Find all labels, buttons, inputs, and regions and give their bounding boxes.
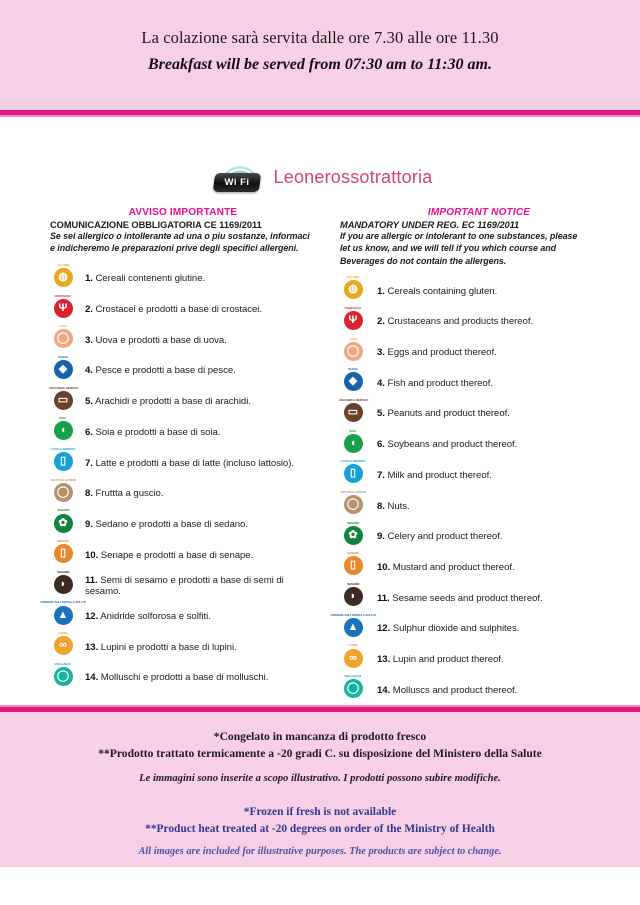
crustaceans-icon (340, 307, 366, 337)
eggs-icon (340, 338, 366, 368)
allergen-text (76, 519, 248, 530)
fish-icon (50, 356, 76, 386)
allergen-icon-glyph: ◆ (348, 375, 358, 388)
allergen-row (50, 294, 316, 325)
allergen-icon-glyph: ▯ (349, 467, 357, 480)
allergen-label: Fish and product thereof. (384, 377, 493, 389)
allergen-icon-badge (54, 360, 73, 379)
allergen-icon-badge (344, 587, 363, 606)
allergen-label: Milk and product thereof. (384, 469, 492, 481)
allergen-icon-badge (54, 606, 73, 625)
allergen-icon-glyph: ◯ (346, 682, 360, 695)
allergen-number: 14. (377, 684, 391, 696)
allergen-label: Soybeans and product thereof. (384, 439, 518, 451)
allergen-columns (0, 207, 640, 705)
molluscs-icon (50, 663, 76, 693)
allergen-icon-badge (344, 679, 363, 698)
allergen-row (340, 429, 618, 460)
gluten-icon (50, 264, 76, 294)
soy-icon (340, 430, 366, 460)
milk-icon (50, 448, 76, 478)
allergen-label: Latte e prodotti a base di latte (incluso lattosio). (92, 457, 294, 469)
allergen-row (50, 325, 316, 356)
allergen-icon-caption: SEDANO (346, 520, 359, 525)
peanuts-icon (340, 399, 366, 429)
footer-en-line2: **Product heat treated at -20 degrees on order of the Ministry of Health (145, 822, 495, 835)
allergen-row (50, 448, 316, 479)
allergen-label: Soia e prodotti a base di soia. (92, 426, 221, 438)
allergen-row (340, 583, 618, 614)
celery-icon (50, 509, 76, 539)
allergen-row (340, 368, 618, 399)
allergen-row (50, 264, 316, 295)
allergen-list-english (330, 275, 618, 706)
sulphur-icon (330, 612, 376, 644)
lupin-icon (340, 644, 366, 674)
breakfast-banner (0, 0, 640, 110)
allergen-label: Lupini e prodotti a base di lupini. (98, 641, 237, 653)
allergen-icon-badge (344, 342, 363, 361)
allergen-icon-glyph: ◗ (59, 577, 67, 590)
allergen-number: 1. (377, 285, 385, 297)
allergen-label: Mustard and product thereof. (390, 561, 515, 573)
allergen-text (366, 654, 504, 665)
footer-en-line1: *Frozen if fresh is not available (243, 806, 397, 819)
allergen-label: Pesce e prodotti a base di pesce. (92, 365, 236, 377)
allergen-number: 6. (377, 439, 385, 451)
sulphur-icon (40, 600, 86, 631)
eggs-icon (50, 325, 76, 355)
allergen-icon-badge (344, 280, 363, 299)
allergen-icon-caption: SENAPE (57, 539, 69, 544)
peanuts-icon (50, 387, 76, 417)
allergen-number: 9. (85, 518, 93, 530)
allergen-text (76, 273, 205, 284)
allergen-icon-caption: UOVA (349, 336, 357, 341)
allergen-row (340, 276, 618, 307)
allergen-row (340, 460, 618, 491)
allergen-icon-glyph: ▭ (57, 393, 69, 406)
allergen-icon-badge (344, 495, 363, 514)
allergen-text (366, 593, 543, 604)
allergen-number: 13. (85, 641, 99, 653)
allergen-row (40, 600, 316, 632)
allergen-text (366, 378, 493, 389)
allergen-icon-caption: LATTE E DERIVATI (340, 459, 366, 464)
allergen-text (366, 685, 517, 696)
allergen-number: 14. (85, 672, 99, 684)
allergen-number: 10. (85, 549, 99, 561)
notice-body-it-line2: e indicheremo le preparazioni prive degli specifici allergeni. (50, 243, 299, 254)
allergen-text (366, 347, 497, 358)
allergen-text (76, 642, 237, 653)
allergen-row (340, 337, 618, 368)
allergen-label: Cereali contenenti glutine. (92, 273, 206, 285)
footer-it-line2: **Prodotto trattato termicamente a -20 gradi C. su disposizione del Ministero della Salute (98, 747, 542, 761)
allergen-text (76, 672, 268, 683)
nuts-icon (50, 479, 76, 509)
fish-icon (340, 368, 366, 398)
allergen-icon-caption: MOLLUSCHI (344, 674, 362, 679)
notice-title-italian: AVVISO IMPORTANTE (128, 207, 238, 218)
allergen-row (50, 570, 316, 601)
allergen-icon-glyph: ∞ (59, 639, 67, 652)
allergen-icon-glyph: ◯ (346, 498, 360, 511)
celery-icon (340, 522, 366, 552)
footer-en-note: All images are included for illustrative purposes. The products are subject to change. (138, 846, 502, 858)
allergen-icon-glyph: ◍ (58, 271, 68, 283)
allergen-icon-glyph: ◯ (346, 344, 360, 357)
allergen-number: 6. (85, 426, 93, 438)
allergen-number: 12. (85, 610, 99, 622)
allergen-number: 2. (377, 316, 385, 328)
gluten-icon (340, 276, 366, 306)
allergen-icon-badge (54, 544, 73, 563)
notice-body-it-line1: Se sei allergico o intollerante ad una o piu sostanze, informaci (50, 231, 310, 241)
allergen-icon-badge (54, 575, 73, 594)
allergen-icon-caption: SOIA (59, 416, 67, 421)
allergen-row (340, 644, 618, 675)
notice-subtitle-italian: COMUNICAZIONE OBBLIGATORIA CE 1169/2011 (50, 220, 262, 230)
brand-name: Leonerossotrattoria (273, 166, 433, 187)
allergen-icon-glyph: ▲ (347, 620, 359, 633)
soy-icon (50, 417, 76, 447)
allergen-icon-glyph: ✿ (58, 516, 68, 529)
allergen-icon-caption: CROSTACEI (54, 293, 72, 298)
allergen-row (50, 356, 316, 387)
footer-it-note: Le immagini sono inserite a scopo illustrativo. I prodotti possono subire modifiche. (139, 773, 501, 785)
allergen-icon-badge (344, 464, 363, 483)
allergen-icon-badge (344, 311, 363, 330)
allergen-icon-caption: PESCE (348, 367, 358, 372)
allergen-icon-glyph: ✿ (348, 528, 358, 541)
allergen-label: Sesame seeds and product thereof. (389, 592, 543, 604)
allergen-row (50, 417, 316, 448)
allergen-icon-caption: SESAMO (346, 582, 360, 586)
allergen-row (50, 386, 316, 417)
allergen-label: Senape e prodotti a base di senape. (98, 549, 254, 561)
allergen-number: 2. (85, 304, 93, 316)
allergen-icon-caption: ANIDRIDE SOLFOROSA E SOLFITI (330, 612, 376, 617)
allergen-icon-glyph: ◗ (349, 590, 357, 603)
notice-subtitle-english: MANDATORY UNDER REG. EC 1169/2011 (340, 220, 520, 230)
allergen-text (366, 562, 515, 573)
allergen-number: 4. (377, 377, 385, 389)
footer-banner (0, 712, 640, 867)
breakfast-hours-english: Breakfast will be served from 07:30 am to 11:30 am. (148, 56, 492, 74)
allergen-number: 8. (85, 488, 93, 500)
allergen-icon-caption: SENAPE (347, 551, 359, 556)
allergen-icon-caption: ARACHIDI E DERIVATI (48, 385, 78, 390)
allergen-icon-caption: ANIDRIDE SOLFOROSA E SOLFITI (40, 600, 86, 605)
allergen-label: Molluscs and product thereof. (390, 684, 518, 696)
allergen-row (340, 675, 618, 706)
allergen-number: 11. (377, 592, 390, 604)
allergen-icon-badge (344, 526, 363, 545)
allergen-icon-caption: ARACHIDI E DERIVATI (338, 398, 368, 402)
allergen-label: Fruttta a guscio. (92, 488, 164, 500)
allergen-row (50, 663, 316, 694)
allergen-label: Sedano e prodotti a base di sedano. (92, 518, 248, 530)
allergen-icon-badge (54, 514, 73, 533)
allergen-number: 1. (85, 273, 93, 285)
allergen-icon-caption: FRUTTA A GUSCIO (340, 490, 366, 494)
allergen-icon-badge (54, 268, 73, 287)
lupin-icon (50, 632, 76, 662)
allergen-text (366, 501, 410, 512)
allergen-text (366, 531, 502, 542)
allergen-text (366, 286, 497, 297)
allergen-icon-caption: LATTE E DERIVATI (50, 447, 76, 451)
allergen-icon-glyph: ◖ (59, 424, 67, 437)
allergen-row (50, 632, 316, 663)
allergen-label: Crustaceans and products thereof. (384, 316, 534, 328)
allergen-icon-glyph: ▯ (59, 455, 67, 468)
allergen-icon-glyph: Ψ (58, 301, 68, 314)
allergen-icon-badge (54, 329, 73, 348)
allergen-label: Eggs and product thereof. (384, 347, 497, 359)
allergen-icon-caption: LUPINI (348, 643, 358, 648)
allergen-icon-glyph: ◍ (348, 283, 358, 296)
allergen-icon-badge (344, 649, 363, 668)
allergen-icon-caption: SEDANO (56, 508, 69, 513)
wifi-label: Wi Fi (223, 177, 250, 188)
allergen-icon-badge (54, 421, 73, 440)
footer-it-line1: *Congelato in mancanza di prodotto fresco (213, 730, 427, 744)
allergen-icon-badge (344, 556, 363, 575)
column-italian (14, 207, 320, 705)
allergen-text (366, 439, 517, 450)
allergen-icon-glyph: ◯ (56, 332, 70, 345)
notice-title-english: IMPORTANT NOTICE (427, 207, 531, 218)
allergen-icon-badge (54, 452, 73, 471)
allergen-icon-badge (344, 618, 363, 637)
allergen-icon-glyph: ◆ (58, 363, 68, 376)
allergen-row (330, 612, 618, 644)
allergen-icon-badge (54, 483, 73, 502)
allergen-icon-glyph: ▲ (57, 608, 69, 621)
allergen-row (340, 307, 618, 338)
allergen-number: 4. (85, 365, 93, 377)
allergen-list-italian (40, 263, 316, 694)
allergen-row (340, 399, 618, 430)
allergen-text (76, 550, 253, 561)
allergen-text (76, 335, 227, 346)
allergen-text (76, 427, 220, 438)
allergen-row (50, 478, 316, 509)
allergen-icon-caption: GLUTINE (346, 275, 360, 280)
allergen-icon-caption: CROSTACEI (344, 306, 362, 310)
allergen-text (76, 396, 251, 407)
allergen-label: Lupin and product thereof. (390, 653, 504, 665)
allergen-icon-glyph: ◯ (56, 485, 70, 498)
allergen-number: 5. (377, 408, 385, 420)
mustard-icon (340, 552, 366, 582)
allergen-icon-caption: SESAMO (56, 569, 70, 574)
crustaceans-icon (50, 295, 76, 325)
mustard-icon (50, 540, 76, 570)
column-english (320, 207, 626, 705)
allergen-icon-caption: UOVA (59, 324, 67, 329)
wifi-icon (208, 159, 264, 195)
allergen-icon-glyph: ▯ (349, 559, 357, 572)
allergen-icon-badge (344, 372, 363, 391)
allergen-text (366, 623, 519, 634)
sesame-icon (340, 583, 366, 613)
allergen-icon-badge (344, 434, 363, 453)
allergen-text (76, 611, 211, 622)
allergen-row (50, 509, 316, 540)
allergen-label: Cereals containing gluten. (384, 285, 498, 297)
allergen-icon-badge (54, 636, 73, 655)
allergen-text (76, 304, 262, 315)
allergen-label: Peanuts and product thereof. (384, 408, 510, 420)
allergen-label: Uova e prodotti a base di uova. (92, 334, 227, 346)
notice-body-en-line1: If you are allergic or intolerant to one substances, please (340, 231, 578, 241)
allergen-text (76, 365, 236, 376)
allergen-number: 11. (85, 574, 98, 586)
notice-body-en-line3: Beverages do not contain the allergens. (340, 255, 507, 266)
allergen-label: Arachidi e prodotti a base di arachidi. (92, 396, 251, 408)
allergen-text (76, 575, 316, 597)
allergen-number: 10. (377, 561, 391, 573)
allergen-label: Crostacei e prodotti a base di crostacei. (92, 304, 262, 316)
allergen-icon-glyph: Ψ (348, 313, 358, 326)
allergen-icon-glyph: ∞ (349, 651, 357, 664)
milk-icon (340, 460, 366, 490)
allergen-label: Anidride solforosa e solfiti. (98, 610, 211, 622)
allergen-text (76, 458, 294, 469)
allergen-label: Semi di sesamo e prodotti a base di semi di sesamo. (85, 574, 284, 597)
allergen-icon-badge (344, 403, 363, 422)
nuts-icon (340, 491, 366, 521)
allergen-icon-badge (54, 299, 73, 318)
allergen-text (76, 488, 163, 499)
allergen-label: Molluschi e prodotti a base di molluschi. (98, 672, 269, 684)
allergen-label: Celery and product thereof. (384, 531, 503, 543)
allergen-label: Sulphur dioxide and sulphites. (390, 623, 520, 635)
allergen-text (366, 470, 492, 481)
allergen-number: 3. (377, 347, 385, 359)
allergen-text (366, 408, 510, 419)
allergen-row (340, 491, 618, 522)
allergen-icon-badge (54, 667, 73, 686)
allergen-icon-badge (54, 391, 73, 410)
allergen-number: 7. (85, 457, 93, 469)
allergen-text (366, 316, 533, 327)
notice-body-en-line2: let us know, and we will tell if you which course and (340, 243, 556, 254)
allergen-number: 8. (377, 500, 385, 512)
allergen-icon-caption: MOLLUSCHI (54, 661, 72, 666)
allergen-icon-glyph: ◖ (349, 436, 357, 449)
top-divider-rule-thin (0, 115, 640, 117)
brand-header (0, 147, 640, 207)
allergen-icon-glyph: ◯ (56, 669, 70, 682)
allergen-number: 13. (377, 653, 391, 665)
allergen-icon-caption: FRUTTA A GUSCIO (50, 477, 76, 482)
molluscs-icon (340, 675, 366, 705)
allergen-icon-glyph: ▯ (59, 547, 67, 560)
allergen-icon-glyph: ▭ (347, 406, 359, 419)
allergen-row (340, 552, 618, 583)
allergen-label: Nuts. (384, 500, 410, 512)
allergen-number: 5. (85, 396, 93, 408)
allergen-number: 9. (377, 531, 385, 543)
allergen-number: 7. (377, 469, 385, 481)
allergen-icon-caption: SOIA (349, 428, 357, 433)
allergen-number: 3. (85, 334, 93, 346)
allergen-icon-caption: GLUTINE (56, 263, 70, 267)
allergen-number: 12. (377, 623, 391, 635)
sesame-icon (50, 571, 76, 601)
wifi-chip (212, 173, 260, 192)
breakfast-hours-italian: La colazione sarà servita dalle ore 7.30 alle ore 11.30 (141, 28, 499, 47)
allergen-row (50, 540, 316, 571)
allergen-row (340, 521, 618, 552)
allergen-icon-caption: LUPINI (58, 631, 68, 636)
allergen-icon-caption: PESCE (58, 355, 68, 359)
